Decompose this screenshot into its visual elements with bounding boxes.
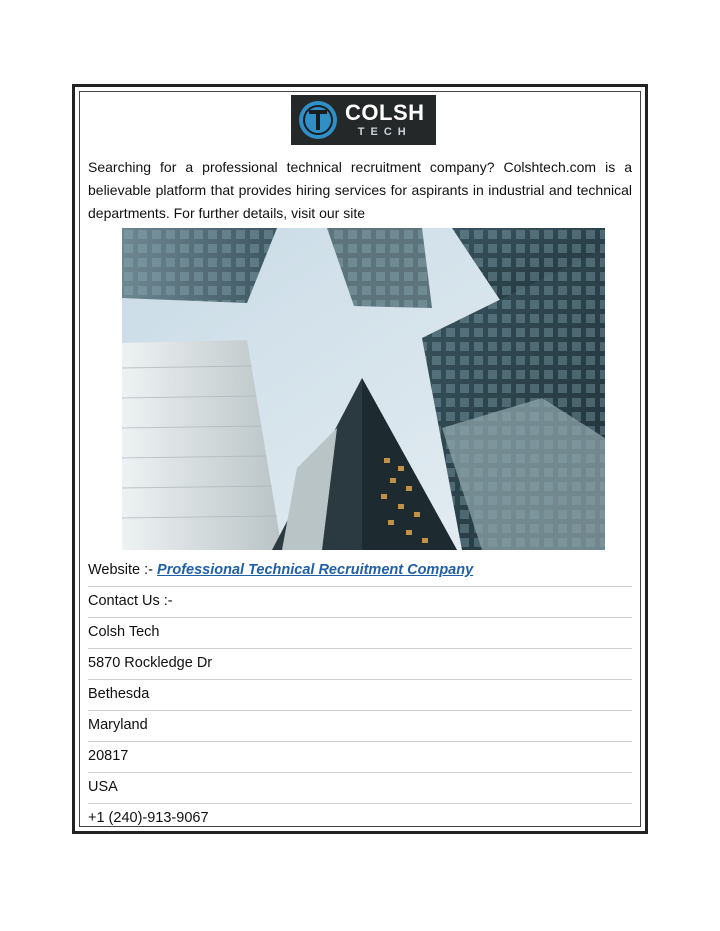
skyscrapers-photo (122, 228, 605, 550)
contact-state: Maryland (88, 710, 632, 742)
website-line (88, 555, 632, 587)
contact-zip: 20817 (88, 741, 632, 773)
contact-heading: Contact Us :- (88, 586, 632, 618)
contact-phone: +1 (240)-913-9067 (88, 810, 209, 826)
logo-name-top: COLSH (345, 100, 425, 125)
website-link[interactable]: Professional Technical Recruitment Company (157, 562, 474, 578)
website-label: Website :- (88, 562, 158, 578)
contact-city: Bethesda (88, 679, 632, 711)
document-frame (72, 84, 648, 834)
contact-company: Colsh Tech (88, 617, 632, 649)
logo-name-bottom: TECH (357, 126, 412, 138)
colsh-tech-logo (291, 95, 436, 145)
intro-paragraph: Searching for a professional technical recruitment company? Colshtech.com is a believable platform that provides hiring services for aspirants in industrial and technical departments. For further details, visit our site (88, 159, 632, 221)
t-letter-circle-icon (299, 101, 337, 139)
contact-country: USA (88, 772, 632, 804)
contact-street: 5870 Rockledge Dr (88, 648, 632, 680)
document-inner-frame (79, 91, 641, 827)
